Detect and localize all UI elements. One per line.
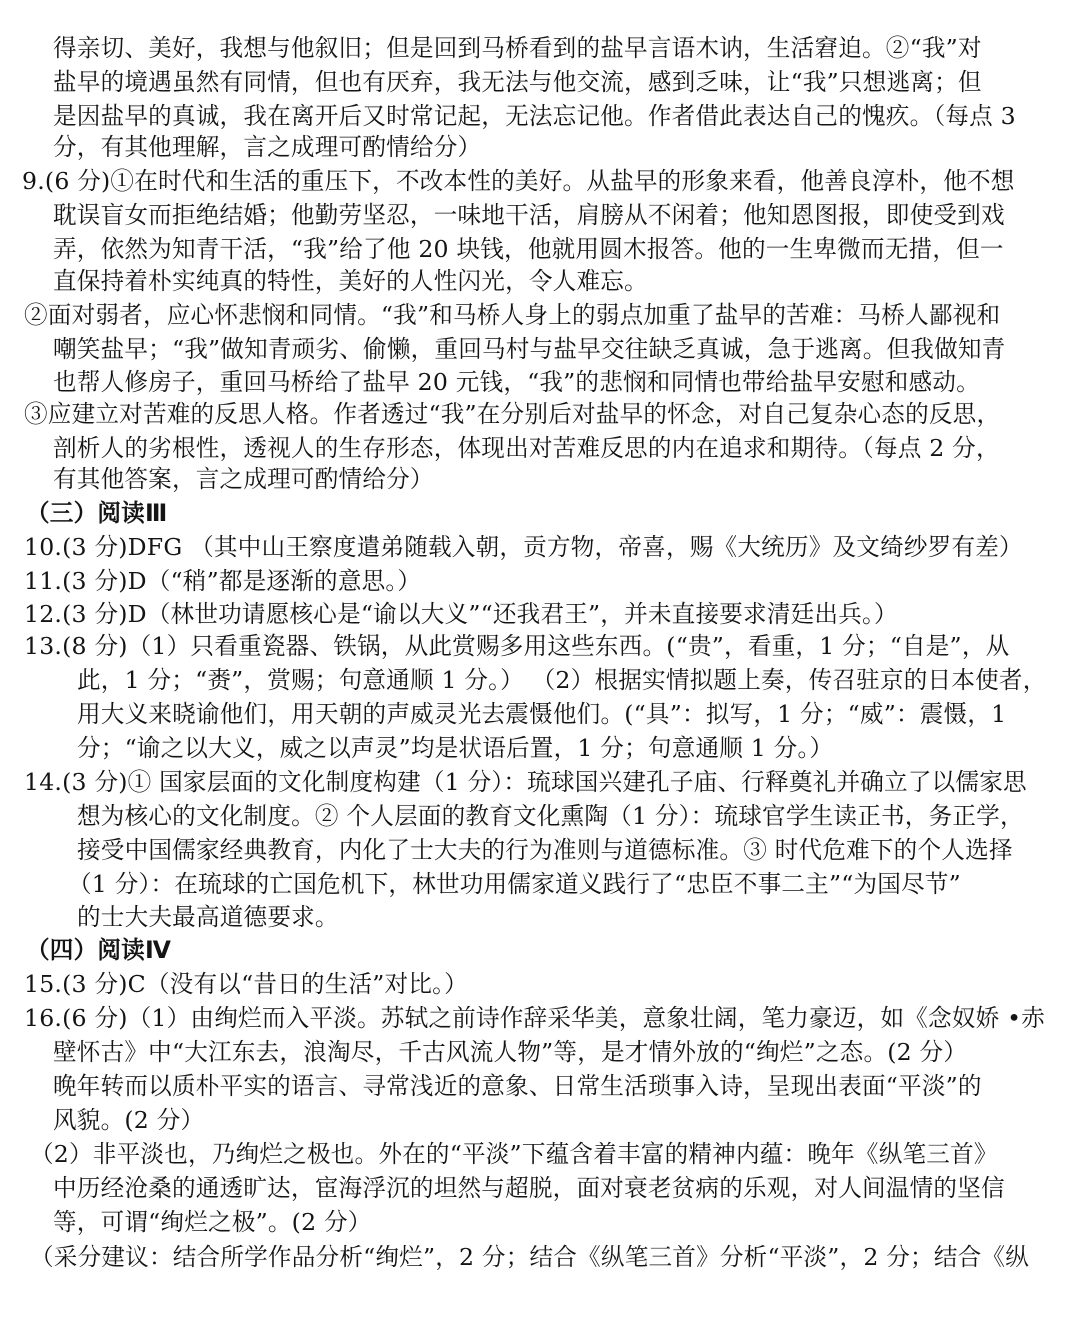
answer-9-point-3-line-3: 有其他答案，言之成理可酌情给分）	[53, 465, 434, 493]
answer-16-part-2-line-1: （2）非平淡也，乃绚烂之极也。外在的“平淡”下蕴含着丰富的精神内蕴：晚年《纵笔三首》	[30, 1140, 998, 1168]
answer-11: 11.(3 分)D（“稍”都是逐渐的意思。）	[24, 567, 422, 595]
answer-16-part-2-line-2: 中历经沧桑的通透旷达，宦海浮沉的坦然与超脱，面对衰老贫病的乐观，对人间温情的坚信	[53, 1174, 1005, 1202]
answer-10: 10.(3 分)DFG （其中山王察度遣弟随载入朝，贡方物，帝喜，赐《大统历》及文绮纱罗有差）	[24, 533, 1023, 561]
scoring-suggestion: （采分建议：结合所学作品分析“绚烂”，2 分；结合《纵笔三首》分析“平淡”，2 分；结合《纵	[30, 1243, 1030, 1271]
answer-13-line-3: 用大义来晓谕他们，用天朝的声威灵光去震慑他们。(“具”：拟写，1 分；“威”：震慑，1	[77, 700, 1007, 728]
answer-13-line-2: 此，1 分；“赉”，赏赐；句意通顺 1 分。） （2）根据实情拟题上奏，传召驻京的日本使者，	[77, 666, 1047, 694]
text-line-3: 是因盐早的真诚，我在离开后又时常记起，无法忘记他。作者借此表达自己的愧疚。（每点 3	[53, 102, 1016, 130]
answer-9-point-2-line-3: 也帮人修房子，重回马桥给了盐早 20 元钱，“我”的悲悯和同情也带给盐早安慰和感动。	[53, 368, 980, 396]
section-heading-reading-3: （三）阅读Ⅲ	[26, 499, 168, 527]
answer-9-line-3: 弄，依然为知青干活，“我”给了他 20 块钱，他就用圆木报答。他的一生卑微而无措，但一	[53, 235, 1004, 263]
text-line-1: 得亲切、美好，我想与他叙旧；但是回到马桥看到的盐早言语木讷，生活窘迫。②“我”对	[53, 34, 982, 62]
answer-9-point-3-line-1: ③应建立对苦难的反思人格。作者透过“我”在分别后对盐早的怀念，对自己复杂心态的反思，	[24, 400, 1001, 428]
section-heading-reading-4: （四）阅读Ⅳ	[26, 936, 172, 964]
answer-9-point-2-line-2: 嘲笑盐早；“我”做知青顽劣、偷懒，重回马村与盐早交往缺乏真诚，急于逃离。但我做知青	[53, 335, 1006, 363]
answer-15: 15.(3 分)C（没有以“昔日的生活”对比。）	[24, 970, 468, 998]
answer-9-line-4: 直保持着朴实纯真的特性，美好的人性闪光，令人难忘。	[53, 267, 648, 295]
answer-12: 12.(3 分)D（林世功请愿核心是“谕以大义”“还我君王”，并未直接要求清廷出兵。）	[24, 600, 898, 628]
answer-13-line-4: 分；“谕之以大义，威之以声灵”均是状语后置，1 分；句意通顺 1 分。）	[77, 734, 834, 762]
answer-16-line-4: 风貌。(2 分）	[53, 1106, 205, 1134]
answer-9-line-1: 9.(6 分)①在时代和生活的重压下，不改本性的美好。从盐早的形象来看，他善良淳朴，他不想	[22, 167, 1015, 195]
answer-16-line-2: 壁怀古》中“大江东去，浪淘尽，千古风流人物”等，是才情外放的“绚烂”之态。(2 分）	[53, 1038, 968, 1066]
answer-14-line-4: （1 分）：在琉球的亡国危机下，林世功用儒家道义践行了“忠臣不事二主”“为国尽节”	[68, 870, 961, 898]
answer-14-line-1: 14.(3 分)① 国家层面的文化制度构建（1 分）：琉球国兴建孔子庙、行释奠礼并确立了以儒家思	[24, 768, 1027, 796]
answer-14-line-3: 接受中国儒家经典教育，内化了士大夫的行为准则与道德标准。③ 时代危难下的个人选择	[77, 836, 1013, 864]
answer-16-line-1: 16.(6 分)（1）由绚烂而入平淡。苏轼之前诗作辞采华美，意象壮阔，笔力豪迈，如《念奴娇 •赤	[24, 1004, 1046, 1032]
text-line-2: 盐早的境遇虽然有同情，但也有厌弃，我无法与他交流，感到乏味，让“我”只想逃离；但	[53, 68, 982, 96]
answer-9-line-2: 耽误盲女而拒绝结婚；他勤劳坚忍，一味地干活，肩膀从不闲着；他知恩图报，即使受到戏	[53, 201, 1005, 229]
answer-16-part-2-line-3: 等，可谓“绚烂之极”。(2 分）	[53, 1208, 372, 1236]
text-line-4: 分，有其他理解，言之成理可酌情给分）	[53, 133, 482, 161]
answer-13-line-1: 13.(8 分)（1）只看重瓷器、铁锅，从此赏赐多用这些东西。(“贵”，看重，1 分；“自是”，从	[24, 632, 1010, 660]
answer-16-line-3: 晚年转而以质朴平实的语言、寻常浅近的意象、日常生活琐事入诗，呈现出表面“平淡”的	[53, 1072, 982, 1100]
answer-9-point-3-line-2: 剖析人的劣根性，透视人的生存形态，体现出对苦难反思的内在追求和期待。（每点 2 分，	[53, 434, 1000, 462]
answer-14-line-2: 想为核心的文化制度。② 个人层面的教育文化熏陶（1 分）：琉球官学生读正书，务正学，	[77, 802, 1024, 830]
answer-14-line-5: 的士大夫最高道德要求。	[77, 903, 339, 931]
answer-9-point-2-line-1: ②面对弱者，应心怀悲悯和同情。“我”和马桥人身上的弱点加重了盐早的苦难：马桥人鄙视和	[24, 301, 1001, 329]
